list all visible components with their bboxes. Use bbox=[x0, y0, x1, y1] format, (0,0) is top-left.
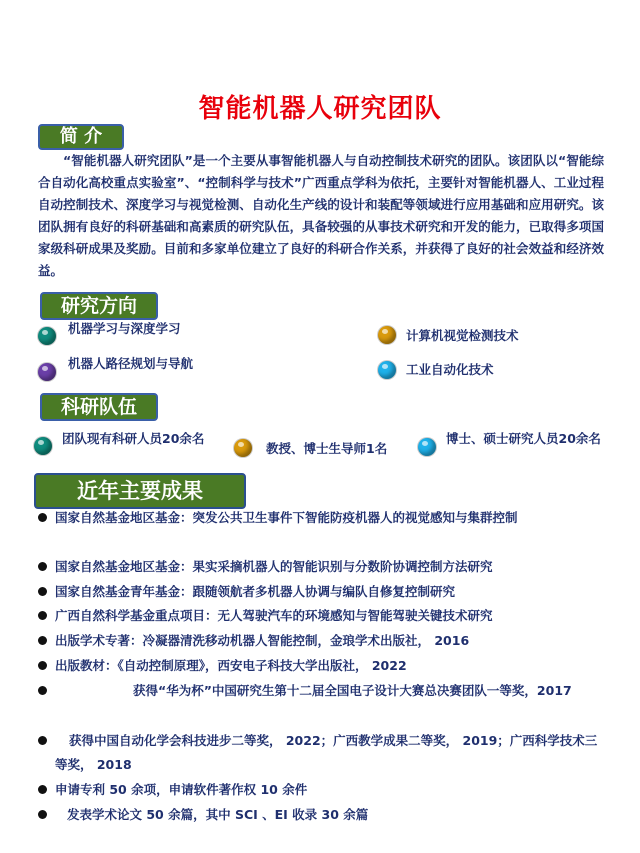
bullet-dot-icon bbox=[38, 686, 47, 695]
page-title: 智能机器人研究团队 bbox=[198, 94, 442, 124]
direction-item-path: 机器人路径规划与导航 bbox=[68, 356, 194, 371]
achievement-item: 国家自然基金地区基金：突发公共卫生事件下智能防疫机器人的视觉感知与集群控制 bbox=[38, 506, 606, 530]
achievement-item: 国家自然基金青年基金：跟随领航者多机器人协调与编队自修复控制研究 bbox=[38, 580, 606, 604]
gold-bullet-icon bbox=[234, 439, 252, 457]
direction-item-automation: 工业自动化技术 bbox=[406, 362, 494, 377]
achievement-item: 出版教材：《自动控制原理》，西安电子科技大学出版社， 2022 bbox=[38, 654, 606, 678]
bullet-dot-icon bbox=[38, 636, 47, 645]
bullet-dot-icon bbox=[38, 810, 47, 819]
achievement-item: 获得“华为杯”中国研究生第十二届全国电子设计大赛总决赛团队一等奖，2017 bbox=[38, 679, 606, 703]
achievement-item: 获得中国自动化学会科技进步二等奖， 2022；广西教学成果二等奖， 2019；广西科学技术三等奖， 2018 bbox=[38, 729, 606, 777]
bullet-dot-icon bbox=[38, 611, 47, 620]
direction-item-ml: 机器学习与深度学习 bbox=[68, 321, 181, 336]
achievement-item: 申请专利 50 余项，申请软件著作权 10 余件 bbox=[38, 778, 606, 802]
team-item-professor: 教授、博士生导师1名 bbox=[266, 441, 388, 456]
research-direction-label: 研究方向 bbox=[40, 292, 158, 320]
achievement-item: 发表学术论文 50 余篇，其中 SCI 、EI 收录 30 余篇 bbox=[38, 803, 606, 827]
team-item-staff: 团队现有科研人员20余名 bbox=[62, 431, 205, 446]
bullet-dot-icon bbox=[38, 785, 47, 794]
blue-bullet-icon bbox=[378, 361, 396, 379]
achievement-item: 国家自然基金地区基金：果实采摘机器人的智能识别与分数阶协调控制方法研究 bbox=[38, 555, 606, 579]
achievements-label: 近年主要成果 bbox=[34, 473, 246, 509]
bullet-dot-icon bbox=[38, 562, 47, 571]
bullet-dot-icon bbox=[38, 513, 47, 522]
research-team-label: 科研队伍 bbox=[40, 393, 158, 421]
bullet-dot-icon bbox=[38, 736, 47, 745]
intro-paragraph: “智能机器人研究团队”是一个主要从事智能机器人与自动控制技术研究的团队。该团队以“智能综合自动化高校重点实验室”、“控制科学与技术”广西重点学科为依托，主要针对智能机器人、工业过程自动控制技术、深度学习与视觉检测、自动化生产线的设计和装配等领域进行应用基础和应用研究。该团队拥有良好的科研基础和高素质的研究队伍，具备较强的从事技术研究和开发的能力，已取得多项国家级科研成果及奖励。目前和多家单位建立了良好的科研合作关系，并获得了良好的社会效益和经济效益。 bbox=[38, 153, 604, 278]
bullet-dot-icon bbox=[38, 661, 47, 670]
achievement-item: 广西自然科学基金重点项目：无人驾驶汽车的环境感知与智能驾驶关键技术研究 bbox=[38, 604, 606, 628]
blue-bullet-icon bbox=[418, 438, 436, 456]
purple-bullet-icon bbox=[38, 363, 56, 381]
team-item-researchers: 博士、硕士研究人员20余名 bbox=[446, 431, 601, 446]
gold-bullet-icon bbox=[378, 326, 396, 344]
bullet-dot-icon bbox=[38, 587, 47, 596]
achievement-item: 出版学术专著：冷凝器清洗移动机器人智能控制，金琅学术出版社， 2016 bbox=[38, 629, 606, 653]
teal-bullet-icon bbox=[34, 437, 52, 455]
direction-item-vision: 计算机视觉检测技术 bbox=[406, 328, 519, 343]
intro-section-label: 简 介 bbox=[38, 124, 124, 150]
teal-bullet-icon bbox=[38, 327, 56, 345]
